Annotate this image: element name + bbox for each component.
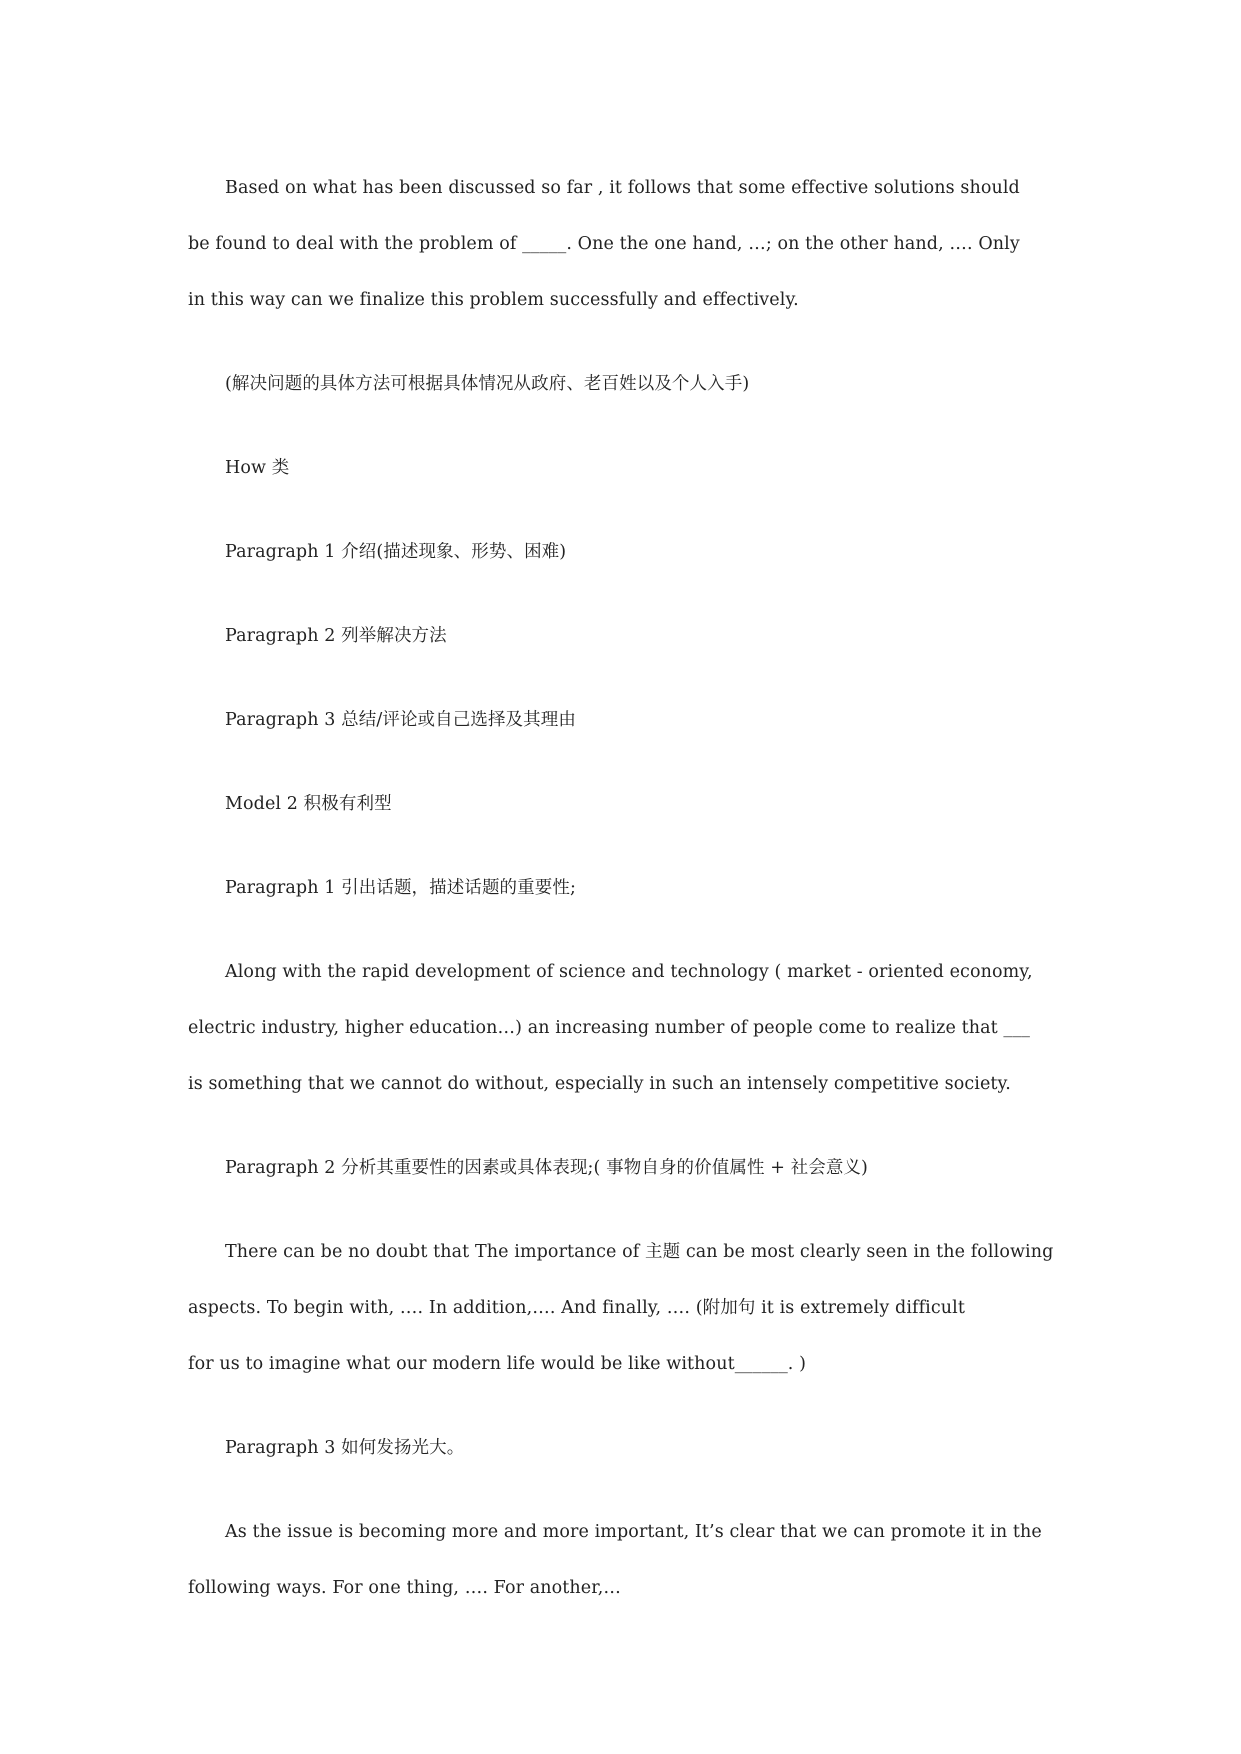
- text-line: Paragraph 3 总结/评论或自己选择及其理由: [225, 710, 576, 730]
- heading-how: [188, 440, 1088, 496]
- text-line: for us to imagine what our modern life would be like without______. ): [188, 1354, 807, 1374]
- model2-paragraph-3-label: [188, 1420, 1088, 1476]
- text-line: Paragraph 2 分析其重要性的因素或具体表现;( 事物自身的价值属性 + 社会意义): [225, 1158, 868, 1178]
- document-body: [188, 160, 1088, 1616]
- text-line: Paragraph 3 如何发扬光大。: [225, 1438, 465, 1458]
- text-line: in this way can we finalize this problem successfully and effectively.: [188, 290, 799, 310]
- outline-paragraph-3: [188, 692, 1088, 748]
- text-line: Model 2 积极有利型: [225, 794, 392, 814]
- model2-paragraph-3-text: [188, 1504, 1088, 1616]
- text-line: be found to deal with the problem of _____. One the one hand, …; on the other hand, …. Only: [188, 234, 1020, 254]
- paragraph-note: [188, 356, 1088, 412]
- text-line: aspects. To begin with, …. In addition,…. And finally, …. (附加句 it is extremely difficult: [188, 1298, 965, 1318]
- model2-paragraph-2-text: [188, 1224, 1088, 1392]
- text-line: electric industry, higher education…) an increasing number of people come to realize that ___: [188, 1018, 1030, 1038]
- text-line: Paragraph 2 列举解决方法: [225, 626, 447, 646]
- text-line: Paragraph 1 引出话题，描述话题的重要性;: [225, 878, 576, 898]
- heading-model-2: [188, 776, 1088, 832]
- text-line: following ways. For one thing, …. For another,…: [188, 1578, 622, 1598]
- outline-paragraph-2: [188, 608, 1088, 664]
- outline-paragraph-1: [188, 524, 1088, 580]
- model2-paragraph-1-label: [188, 860, 1088, 916]
- text-line: Along with the rapid development of science and technology ( market - oriented economy,: [225, 962, 1033, 982]
- text-line: As the issue is becoming more and more important, It’s clear that we can promote it in the: [225, 1522, 1042, 1542]
- text-line: is something that we cannot do without, especially in such an intensely competitive society.: [188, 1074, 1011, 1094]
- text-line: How 类: [225, 458, 290, 478]
- text-line: Paragraph 1 介绍(描述现象、形势、困难): [225, 542, 567, 562]
- text-line: There can be no doubt that The importance of 主题 can be most clearly seen in the following: [225, 1242, 1054, 1262]
- model2-paragraph-2-label: [188, 1140, 1088, 1196]
- paragraph-solutions: [188, 160, 1088, 328]
- model2-paragraph-1-text: [188, 944, 1088, 1112]
- text-line: Based on what has been discussed so far , it follows that some effective solutions should: [225, 178, 1020, 198]
- text-line: (解决问题的具体方法可根据具体情况从政府、老百姓以及个人入手): [225, 374, 750, 394]
